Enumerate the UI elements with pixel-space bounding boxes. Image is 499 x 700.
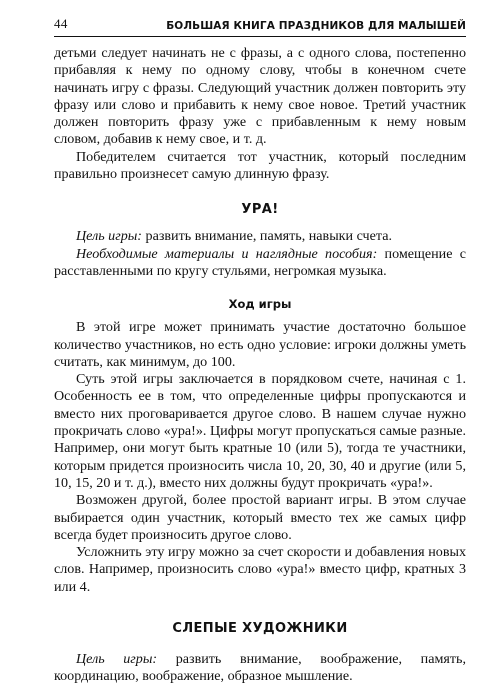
game-title-ura: УРА! bbox=[241, 202, 279, 218]
game-goal bbox=[54, 228, 466, 245]
page-content bbox=[54, 45, 466, 686]
goal-label: Цель игры: bbox=[76, 651, 158, 668]
materials-text: помещение с расставленными по кругу стульями, негромкая музыка. bbox=[54, 245, 466, 279]
goal-text: развить внимание, воображение, память, координацию, воображение, образное мышление. bbox=[54, 651, 466, 685]
gameplay-paragraph: В этой игре может принимать участие достаточно большое количество участников, но есть одно условие: игроки должны уметь считать, как минимум, до 100. bbox=[54, 319, 466, 370]
running-title: БОЛЬШАЯ КНИГА ПРАЗДНИКОВ ДЛЯ МАЛЫШЕЙ bbox=[166, 20, 466, 32]
page-header bbox=[54, 8, 466, 37]
page-number: 44 bbox=[54, 16, 68, 31]
gameplay-paragraph: Возможен другой, более простой вариант игры. В этом случае выбирается один участник, который вместо тех же самых цифр всегда будет произносить другое слово. bbox=[54, 492, 466, 543]
gameplay-paragraph: Суть этой игры заключается в порядковом счете, начиная с 1. Особенность ее в том, что определенные цифры пропускаются и вместо них проговаривается другое слово. В нашем случае нужно прокричать слово «ура!». Цифры могут пропускаться самые разные. Например, они могут быть кратные 10 (или 5), тогда те участники, которым придется произносить числа 10, 20, 30, 40 и другие (или 5, 10, 15, 20 и т. д.), вместо них должны будут прокричать «ура!». bbox=[54, 371, 466, 491]
intro-paragraph-winner: Победителем считается тот участник, который последним правильно произнесет самую длинную фразу. bbox=[54, 148, 466, 183]
goal-text: развить внимание, память, навыки счета. bbox=[142, 228, 392, 245]
gameplay-paragraph: Усложнить эту игру можно за счет скорости и добавления новых слов. Например, произносить слово «ура!» вместо цифр, кратных 3 или 4. bbox=[54, 544, 466, 595]
section-subtitle-gameplay: Ход игры bbox=[228, 297, 292, 312]
game-title-blind-artists: СЛЕПЫЕ ХУДОЖНИКИ bbox=[172, 621, 348, 637]
intro-paragraph: детьми следует начинать не с фразы, а с одного слова, постепенно прибавляя к нему по одному слову, чтобы в конечном счете начинать игру с фразы. Следующий участник должен повторить эту фразу или слово и прибавить к нему свое новое. Третий участник должен повторить фразу уже с прибавленным к нему новым словом, добавив к нему свое, и т. д. bbox=[54, 45, 466, 148]
goal-label: Цель игры: bbox=[76, 228, 142, 245]
materials-label: Необходимые материалы и наглядные пособия: bbox=[76, 245, 378, 262]
game2-goal bbox=[54, 651, 466, 686]
game-materials bbox=[54, 246, 466, 281]
